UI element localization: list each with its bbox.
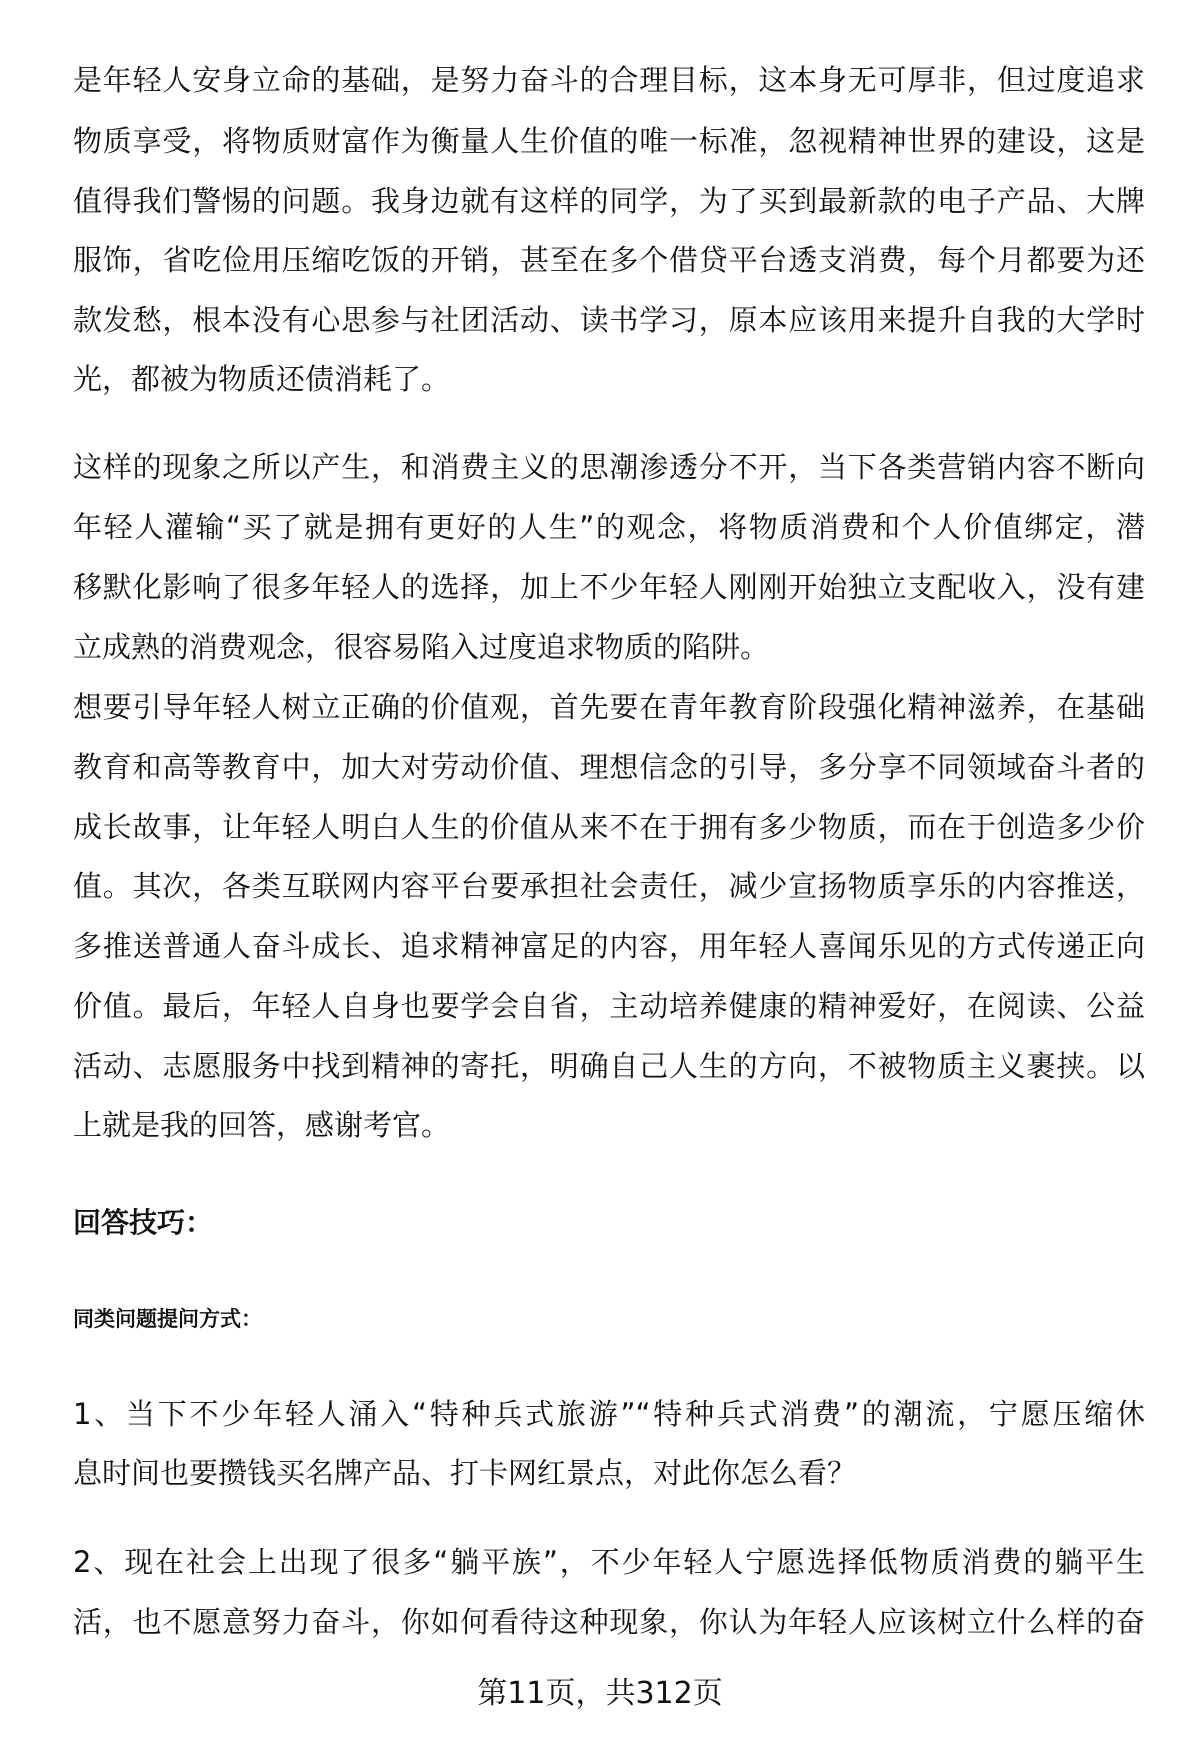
text-line: 想要引导年轻人树立正确的价值观，首先要在青年教育阶段强化精神滋养，在基础	[73, 690, 1145, 724]
text-line: 教育和高等教育中，加大对劳动价值、理想信念的引导，多分享不同领域奋斗者的	[73, 750, 1145, 784]
text-line: 这样的现象之所以产生，和消费主义的思潮渗透分不开，当下各类营销内容不断向	[73, 450, 1145, 484]
text-line: 立成熟的消费观念，很容易陷入过度追求物质的陷阱。	[73, 630, 770, 664]
page-number: 第11页，共312页	[477, 1676, 723, 1711]
text-line: 2、现在社会上出现了很多“躺平族”，不少年轻人宁愿选择低物质消费的躺平生	[73, 1545, 1145, 1579]
text-line: 多推送普通人奋斗成长、追求精神富足的内容，用年轻人喜闻乐见的方式传递正向	[73, 929, 1145, 963]
text-line: 服饰，省吃俭用压缩吃饭的开销，甚至在多个借贷平台透支消费，每个月都要为还	[73, 243, 1145, 277]
text-line: 值。其次，各类互联网内容平台要承担社会责任，减少宣扬物质享乐的内容推送，	[73, 869, 1145, 903]
text-line: 值得我们警惕的问题。我身边就有这样的同学，为了买到最新款的电子产品、大牌	[73, 184, 1145, 218]
text-line: 价值。最后，年轻人自身也要学会自省，主动培养健康的精神爱好，在阅读、公益	[73, 989, 1145, 1023]
similar-questions-heading: 同类问题提问方式：	[73, 1307, 262, 1331]
text-line: 是年轻人安身立命的基础，是努力奋斗的合理目标，这本身无可厚非，但过度追求	[73, 63, 1145, 97]
text-line: 物质享受，将物质财富作为衡量人生价值的唯一标准，忽视精神世界的建设，这是	[73, 124, 1145, 158]
tips-heading: 回答技巧：	[73, 1206, 214, 1239]
text-line: 光，都被为物质还债消耗了。	[73, 362, 451, 396]
text-line: 活，也不愿意努力奋斗，你如何看待这种现象，你认为年轻人应该树立什么样的奋	[73, 1605, 1145, 1639]
text-line: 年轻人灌输“买了就是拥有更好的人生”的观念，将物质消费和个人价值绑定，潜	[73, 510, 1145, 544]
text-line: 息时间也要攒钱买名牌产品、打卡网红景点，对此你怎么看？	[73, 1456, 857, 1490]
text-line: 成长故事，让年轻人明白人生的价值从来不在于拥有多少物质，而在于创造多少价	[73, 810, 1145, 844]
text-line: 1、当下不少年轻人涌入“特种兵式旅游”“特种兵式消费”的潮流，宁愿压缩休	[73, 1397, 1145, 1431]
text-line: 移默化影响了很多年轻人的选择，加上不少年轻人刚刚开始独立支配收入，没有建	[73, 570, 1145, 604]
text-line: 活动、志愿服务中找到精神的寄托，明确自己人生的方向，不被物质主义裹挟。以	[73, 1049, 1145, 1083]
text-line: 款发愁，根本没有心思参与社团活动、读书学习，原本应该用来提升自我的大学时	[73, 303, 1145, 337]
text-line: 上就是我的回答，感谢考官。	[73, 1108, 451, 1142]
